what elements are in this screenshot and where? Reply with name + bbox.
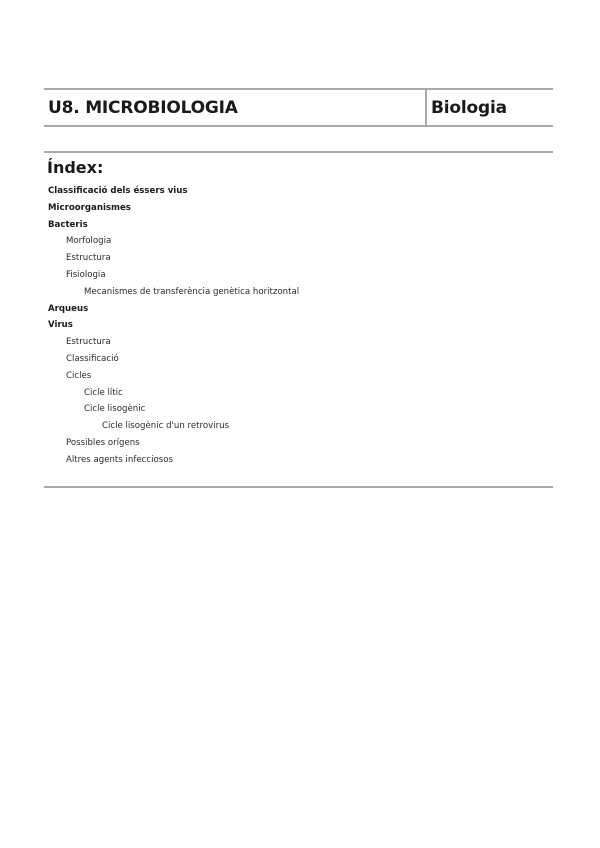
header-bottom-rule — [44, 125, 553, 127]
index-title: Índex: — [47, 158, 104, 177]
table-of-contents — [48, 183, 548, 469]
toc-item[interactable]: Cicle lític — [84, 387, 123, 398]
toc-item[interactable]: Morfologia — [66, 236, 112, 247]
index-top-rule — [44, 151, 553, 153]
unit-title: U8. MICROBIOLOGIA — [48, 98, 238, 118]
toc-item[interactable]: Cicle lisogènic — [84, 404, 146, 415]
page-header — [44, 89, 553, 126]
toc-item[interactable]: Virus — [48, 320, 73, 331]
toc-item[interactable]: Classificació dels éssers vius — [48, 186, 188, 196]
toc-item[interactable]: Arqueus — [48, 303, 89, 314]
index-bottom-rule — [44, 486, 553, 488]
subject-title: Biologia — [431, 98, 507, 118]
toc-item[interactable]: Cicle lisogènic d'un retrovirus — [102, 421, 230, 432]
toc-item[interactable]: Microorganismes — [48, 202, 131, 213]
toc-item[interactable]: Possibles orígens — [66, 437, 140, 448]
toc-item[interactable]: Estructura — [66, 253, 111, 264]
toc-item[interactable]: Cicles — [66, 370, 92, 381]
toc-item[interactable]: Altres agents infecciosos — [66, 454, 173, 465]
toc-item[interactable]: Estructura — [66, 337, 111, 348]
toc-item[interactable]: Fisiologia — [66, 269, 106, 280]
toc-item[interactable]: Bacteris — [48, 219, 88, 230]
header-divider — [425, 89, 427, 126]
toc-item[interactable]: Classificació — [66, 353, 119, 364]
toc-item[interactable]: Mecanismes de transferència genètica horitzontal — [84, 286, 300, 297]
